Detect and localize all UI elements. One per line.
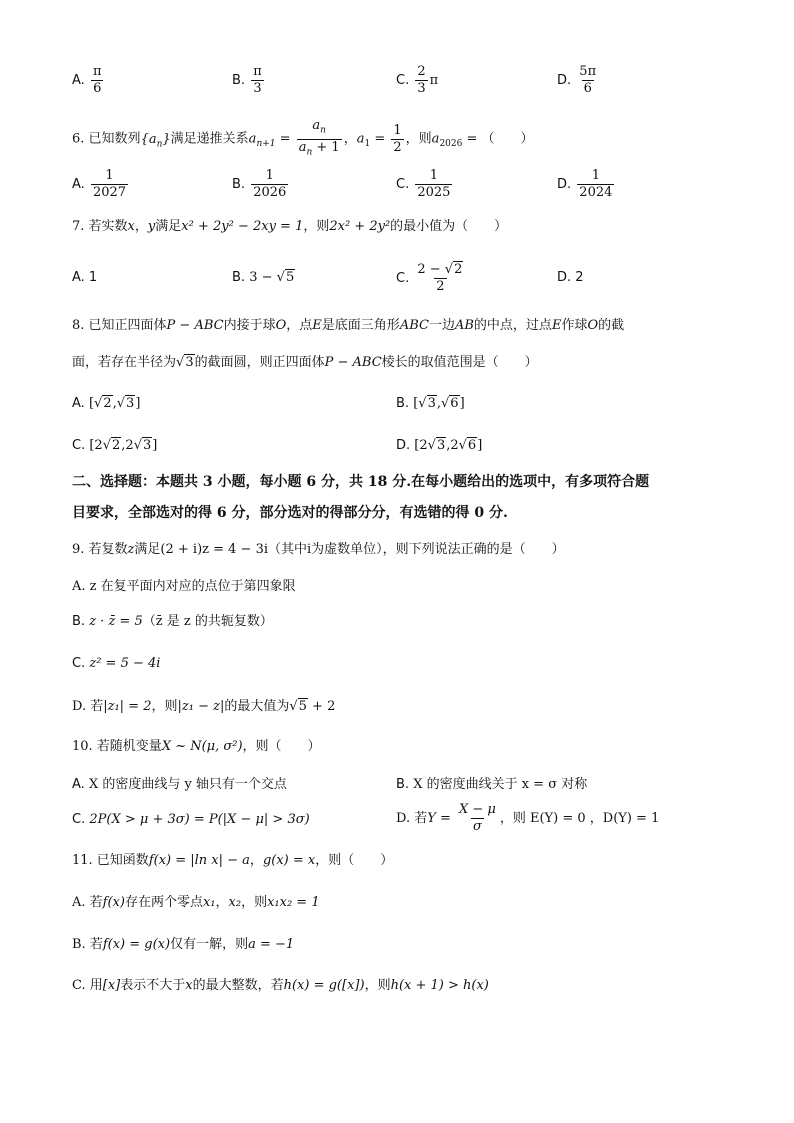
math-var: O <box>587 318 599 333</box>
math-expr: 2x² + 2y² <box>329 219 391 234</box>
stem-text: ，则 <box>241 895 268 910</box>
option-label: A. 1 <box>72 270 98 285</box>
bracket: [2 <box>89 438 103 453</box>
math-expr: P − ABC <box>166 318 224 333</box>
fraction <box>577 168 614 201</box>
math-expr: x₁x₂ = 1 <box>267 895 320 910</box>
stem-text: 的截 <box>598 318 625 333</box>
option-label: A. <box>72 396 85 411</box>
punct: ,2 <box>121 438 134 453</box>
radicand: 3 <box>126 396 135 411</box>
pi-symbol: π <box>429 73 439 88</box>
option-label: B. <box>72 614 86 629</box>
q11-stem <box>72 851 393 871</box>
stem-text: ，则 <box>364 978 391 993</box>
math-var: a <box>312 118 321 133</box>
fraction <box>91 168 128 201</box>
numerator: 5π <box>579 64 597 79</box>
option-label: A. 若 <box>72 895 103 910</box>
math-var: a <box>298 139 307 155</box>
answer-paren: = （ ） <box>462 131 534 147</box>
math-expr: z² = 5 − 4i <box>89 656 161 671</box>
option-label: D. <box>557 73 572 88</box>
q7-stem <box>72 217 507 237</box>
q6-option-b <box>232 168 290 201</box>
q9-option-b <box>72 612 273 632</box>
math-var: E <box>551 318 562 333</box>
q8-option-b: B. [√3,√6] <box>396 396 465 411</box>
subscript: n <box>306 147 313 158</box>
q7-option-b: B. 3 − √5 <box>232 270 295 285</box>
stem-text: 一边 <box>428 318 455 333</box>
option-label: C. <box>72 438 86 453</box>
math-var: z <box>127 542 135 557</box>
numerator: 1 <box>429 168 439 183</box>
subscript: 1 <box>364 139 371 150</box>
equals: = <box>370 131 390 147</box>
section2-header-line1: 二、选择题：本题共 3 小题，每小题 6 分，共 18 分.在每小题给出的选项中，有多项符合题 <box>72 474 650 490</box>
option-label: C. <box>396 73 410 88</box>
option-label: B. <box>396 777 410 792</box>
q6-option-d <box>557 168 616 201</box>
subscript: n <box>320 125 326 136</box>
radicand: 6 <box>450 396 459 411</box>
fraction <box>91 64 104 97</box>
math-var: a <box>431 131 440 147</box>
math-expr: (2 + i)z = 4 − 3i <box>160 542 269 557</box>
punct: ， <box>215 895 229 910</box>
q9-option-c <box>72 654 160 674</box>
radicand: 2 <box>454 262 463 277</box>
option-text: X 的密度曲线与 y 轴只有一个交点 <box>88 777 287 792</box>
stem-text: ，点 <box>286 318 313 333</box>
math-text: + 1 <box>312 139 340 155</box>
q8-stem-line1 <box>72 316 624 336</box>
numerator <box>310 118 328 139</box>
stem-text: 存在两个零点 <box>124 895 203 910</box>
math-expr: f(x) <box>102 895 125 910</box>
note-text: （z̄ 是 z 的共轭复数） <box>142 614 273 629</box>
q10-option-a <box>72 775 287 795</box>
numerator: 1 <box>105 168 114 183</box>
fraction <box>391 123 403 156</box>
stem-text: 的最小值为（ ） <box>390 219 508 234</box>
math-expr: P − ABC <box>324 355 382 370</box>
stem-text: 的最大整数，若 <box>192 978 284 993</box>
stem-text: 的中点，过点 <box>473 318 552 333</box>
math-var: x₂ <box>228 895 242 910</box>
math-var: x <box>127 219 135 234</box>
option-label: B. <box>232 177 246 192</box>
math-expr: h(x) = g([x]) <box>283 978 365 993</box>
stem-text: ，则（ ） <box>242 739 321 754</box>
radicand: 5 <box>285 270 295 285</box>
option-label: D. <box>396 438 411 453</box>
stem-text: 满足递推关系 <box>170 131 249 147</box>
stem-text: ，则 <box>151 699 178 714</box>
option-label: D. <box>557 177 572 192</box>
denominator: 3 <box>253 81 262 96</box>
numerator: 2 <box>417 64 426 79</box>
q8-option-d: D. [2√3,2√6] <box>396 438 483 453</box>
math-expr: ，则 E(Y) = 0 ，D(Y) = 1 <box>499 811 660 826</box>
q6-option-c <box>396 168 454 201</box>
stem-text: 6. 已知数列 <box>72 131 141 147</box>
math-var: a <box>248 131 257 147</box>
fraction <box>577 64 598 97</box>
stem-text: 11. 已知函数 <box>72 853 149 868</box>
option-label: B. 若 <box>72 937 103 952</box>
stem-text: 内接于球 <box>223 318 276 333</box>
stem-text: 是底面三角形 <box>321 318 400 333</box>
stem-text: 作球 <box>561 318 588 333</box>
q11-option-c <box>72 976 489 996</box>
radicand: 3 <box>185 355 194 370</box>
stem-text: ，则 <box>405 131 432 147</box>
bracket: ] <box>477 438 483 453</box>
punct: ,2 <box>446 438 459 453</box>
q9-option-d: D. 若|z₁| = 2，则|z₁ − z|的最大值为√5 + 2 <box>72 699 336 714</box>
stem-text: 9. 若复数 <box>72 542 128 557</box>
math-expr: f(x) = g(x) <box>102 937 171 952</box>
option-label: D. 若 <box>396 811 428 826</box>
subscript: n <box>156 139 163 150</box>
fraction <box>251 168 288 201</box>
denominator: σ <box>472 819 482 834</box>
q5-option-a <box>72 64 105 97</box>
math-var: y <box>147 219 156 234</box>
punct: ， <box>249 853 263 868</box>
q10-option-c <box>72 810 310 830</box>
subscript: n+1 <box>256 139 276 150</box>
bracket: [ <box>413 396 419 411</box>
radicand: 3 <box>142 438 152 453</box>
stem-text: 满足 <box>134 542 161 557</box>
punct: , <box>112 396 117 411</box>
subscript: 2026 <box>439 139 463 150</box>
bracket: [2 <box>414 438 428 453</box>
q8-stem-line2: 面，若存在半径为√3的截面圆，则正四面体P − ABC棱长的取值范围是（ ） <box>72 355 538 370</box>
q11-option-b <box>72 935 294 955</box>
radicand: 6 <box>467 438 477 453</box>
option-label: C. <box>396 177 410 192</box>
denominator: 3 <box>417 81 426 96</box>
option-label: A. <box>72 777 85 792</box>
denominator: 6 <box>583 81 592 96</box>
math-expr: X ~ N(μ, σ²) <box>161 739 243 754</box>
q11-option-a <box>72 893 320 913</box>
fraction <box>415 168 452 201</box>
math-var: ABC <box>399 318 429 333</box>
bracket: ] <box>459 396 465 411</box>
math-text: 3 − <box>249 270 277 285</box>
bracket: ] <box>152 438 158 453</box>
q8-option-a: A. [√2,√3] <box>72 396 141 411</box>
math-expr: |z₁| = 2 <box>103 699 152 714</box>
math-expr: 2P(X > μ + 3σ) = P(|X − μ| > 3σ) <box>89 812 310 827</box>
stem-text: 10. 若随机变量 <box>72 739 162 754</box>
q6-option-a <box>72 168 130 201</box>
math-var: AB <box>454 318 474 333</box>
q7-option-c <box>396 262 467 295</box>
option-label: B. <box>232 73 246 88</box>
option-label: C. <box>72 656 86 671</box>
q7-option-d <box>557 268 584 288</box>
stem-text: 满足 <box>155 219 182 234</box>
option-label: A. <box>72 73 85 88</box>
q9-option-a: A. z 在复平面内对应的点位于第四象限 <box>72 579 296 594</box>
fraction <box>457 802 498 835</box>
stem-text: 的截面圆，则正四面体 <box>194 355 325 370</box>
punct: ， <box>134 219 148 234</box>
stem-text: 仅有一解，则 <box>170 937 249 952</box>
math-var: E <box>312 318 322 333</box>
seq-close: } <box>162 131 171 147</box>
stem-text: （其中i为虚数单位），则下列说法正确的是（ ） <box>268 542 565 557</box>
stem-text: 面，若存在半径为 <box>72 355 177 370</box>
sequence <box>140 131 171 150</box>
math-expr: Y = <box>427 811 455 826</box>
denominator: 2027 <box>92 185 127 200</box>
option-label: D. 2 <box>557 270 584 285</box>
q5-option-c <box>396 64 438 97</box>
q10-option-b <box>396 775 587 795</box>
radicand: 3 <box>436 438 446 453</box>
bracket: ] <box>135 396 141 411</box>
option-label: C. <box>72 812 86 827</box>
math-var: x₁ <box>202 895 216 910</box>
math-text: + 2 <box>307 699 336 714</box>
numerator: 2 − √2 <box>417 262 463 277</box>
numerator: X − μ <box>458 802 496 817</box>
fraction <box>415 262 465 295</box>
punct: , <box>436 396 441 411</box>
stem-text: 棱长的取值范围是（ ） <box>381 355 538 370</box>
denominator: 2 <box>393 139 402 155</box>
option-label: B. <box>396 396 410 411</box>
denominator: 2024 <box>579 185 613 200</box>
radicand: 5 <box>298 699 307 714</box>
fraction <box>415 64 427 97</box>
stem-text: 8. 已知正四面体 <box>72 318 167 333</box>
math-expr: x² + 2y² − 2xy = 1 <box>181 219 304 234</box>
math-var: x <box>185 978 193 993</box>
q5-option-d <box>557 64 600 97</box>
bracket: [ <box>88 396 95 411</box>
option-label: D. 若 <box>72 699 104 714</box>
option-label: B. <box>232 270 246 285</box>
denominator: 2025 <box>417 185 451 200</box>
numerator: π <box>92 64 102 79</box>
q5-option-b <box>232 64 266 97</box>
numerator: 1 <box>591 168 600 183</box>
recurrence-fraction <box>297 118 342 160</box>
stem-text: 7. 若实数 <box>72 219 128 234</box>
seq-open: {a <box>140 131 157 147</box>
radicand: 3 <box>427 396 436 411</box>
radicand: 2 <box>103 396 112 411</box>
q9-stem <box>72 540 565 560</box>
math-expr: [x] <box>102 978 121 993</box>
option-label: C. 用 <box>72 978 103 993</box>
q10-stem <box>72 737 321 757</box>
option-label: A. <box>72 177 85 192</box>
math-var: a <box>356 131 365 147</box>
denominator: 2 <box>436 279 445 294</box>
option-label: C. <box>396 271 410 286</box>
punct: ， <box>343 131 357 147</box>
math-text: 2 − <box>417 262 445 277</box>
q6-stem <box>72 118 534 160</box>
denominator <box>297 139 342 161</box>
stem-text: ，则（ ） <box>315 853 394 868</box>
math-expr: g(x) = x <box>262 853 316 868</box>
math-expr: |z₁ − z| <box>177 699 225 714</box>
denominator: 2026 <box>253 185 287 200</box>
stem-text: 的最大值为 <box>224 699 290 714</box>
math-expr: h(x + 1) > h(x) <box>390 978 489 993</box>
stem-text: 表示不大于 <box>120 978 186 993</box>
q7-option-a <box>72 268 97 288</box>
numerator: π <box>253 64 262 79</box>
denominator: 6 <box>93 81 102 96</box>
math-expr: f(x) = |ln x| − a <box>148 853 250 868</box>
option-text: X 的密度曲线关于 x = σ 对称 <box>413 777 588 792</box>
fraction <box>251 64 264 97</box>
math-expr: a = −1 <box>248 937 295 952</box>
stem-text: ，则 <box>303 219 330 234</box>
math-var: O <box>275 318 287 333</box>
numerator: 1 <box>265 168 274 183</box>
math-expr: z · z̄ = 5 <box>89 614 143 629</box>
q10-option-d <box>396 802 659 835</box>
numerator: 1 <box>393 122 402 138</box>
section2-header-line2: 目要求，全部选对的得 6 分，部分选对的得部分分，有选错的得 0 分. <box>72 505 508 521</box>
equals: = <box>275 131 295 147</box>
q8-option-c: C. [2√2,2√3] <box>72 438 158 453</box>
radicand: 2 <box>112 438 121 453</box>
